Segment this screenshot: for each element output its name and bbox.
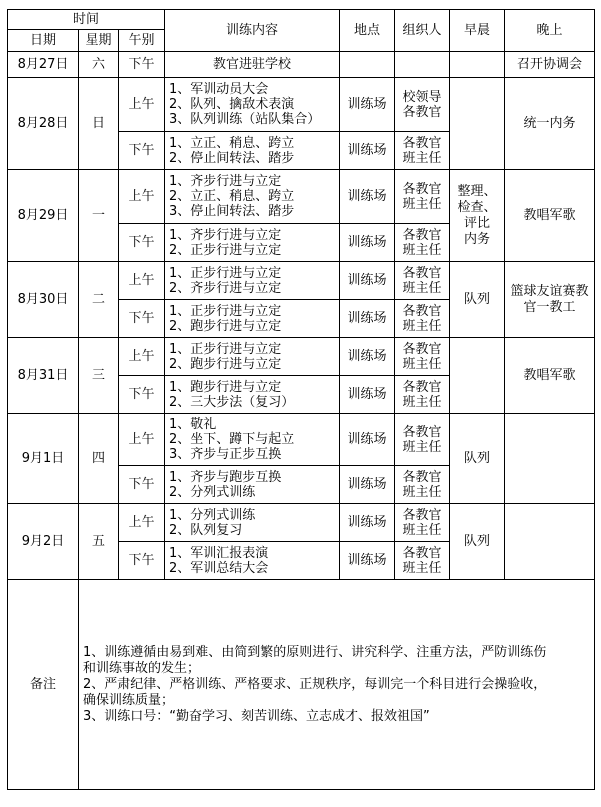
organizer-line: 各教官: [402, 104, 442, 120]
notes-line: 2、严肃纪律、严格训练、严格要求、正规秩序，每训完一个科目进行会操验收，: [83, 676, 547, 692]
notes-line: 1、训练遵循由易到难、由简到繁的原则进行、讲究科学、注重方法，严防训练伤: [83, 644, 547, 660]
morning-cell: [450, 338, 505, 414]
notes-content: [79, 580, 595, 790]
notes-line: 和训练事故的发生；: [83, 660, 201, 676]
organizer-line: 班主任: [402, 318, 442, 334]
organizer-cell: [395, 262, 450, 300]
table-row: [8, 504, 595, 542]
morning-line: 检查、: [457, 199, 497, 215]
content-item: 1、军训汇报表演: [169, 545, 269, 561]
content-cell: [165, 542, 340, 580]
morning-line: 评比: [464, 215, 491, 231]
period-cell: 上午: [119, 504, 165, 542]
header-content: 训练内容: [165, 10, 340, 52]
content-item: 1、齐步与跑步互换: [169, 469, 282, 485]
date-cell: 8月28日: [8, 78, 79, 170]
organizer-line: 班主任: [402, 522, 442, 538]
evening-cell: [505, 262, 595, 338]
location-cell: [340, 52, 395, 78]
date-cell: 8月29日: [8, 170, 79, 262]
content-item: 2、停止间转法、踏步: [169, 150, 295, 166]
location-cell: 训练场: [340, 262, 395, 300]
organizer-cell: [395, 170, 450, 224]
morning-cell: [450, 170, 505, 262]
organizer-line: 校领导: [402, 89, 442, 105]
location-cell: 训练场: [340, 542, 395, 580]
morning-cell: [450, 78, 505, 170]
organizer-line: 班主任: [402, 280, 442, 296]
table-row: [8, 170, 595, 224]
organizer-line: 各教官: [402, 379, 442, 395]
organizer-line: 各教官: [402, 545, 442, 561]
table-row: [8, 52, 595, 78]
header-evening: 晚上: [505, 10, 595, 52]
morning-cell: [450, 52, 505, 78]
organizer-line: 各教官: [402, 135, 442, 151]
period-cell: 上午: [119, 338, 165, 376]
organizer-cell: [395, 224, 450, 262]
content-cell: [165, 224, 340, 262]
content-cell: [165, 376, 340, 414]
notes-line: 确保训练质量；: [83, 692, 175, 708]
period-cell: 下午: [119, 52, 165, 78]
period-cell: 上午: [119, 414, 165, 466]
content-cell: [165, 466, 340, 504]
content-item: 2、军训总结大会: [169, 560, 269, 576]
content-item: 2、齐步行进与立定: [169, 280, 282, 296]
morning-cell: 队列: [450, 414, 505, 504]
content-cell: 教官进驻学校: [165, 52, 340, 78]
organizer-line: 各教官: [402, 469, 442, 485]
location-cell: 训练场: [340, 300, 395, 338]
content-item: 3、队列训练（站队集合）: [169, 112, 321, 127]
content-item: 2、队列复习: [169, 522, 243, 538]
evening-cell: [505, 414, 595, 504]
organizer-line: 班主任: [402, 560, 442, 576]
period-cell: 上午: [119, 78, 165, 132]
organizer-line: 各教官: [402, 265, 442, 281]
date-cell: 8月27日: [8, 52, 79, 78]
organizer-cell: [395, 376, 450, 414]
content-item: 3、齐步与正步互换: [169, 447, 282, 462]
location-cell: 训练场: [340, 132, 395, 170]
organizer-line: 班主任: [402, 356, 442, 372]
content-cell: [165, 132, 340, 170]
content-item: 1、立正、稍息、跨立: [169, 135, 295, 151]
content-cell: [165, 78, 340, 132]
header-morning: 早晨: [450, 10, 505, 52]
content-item: 2、队列、擒敌术表演: [169, 97, 295, 112]
weekday-cell: 二: [79, 262, 119, 338]
organizer-cell: [395, 466, 450, 504]
content-item: 2、三大步法（复习）: [169, 394, 295, 410]
organizer-line: 各教官: [402, 341, 442, 357]
weekday-cell: 日: [79, 78, 119, 170]
organizer-cell: [395, 52, 450, 78]
weekday-cell: 一: [79, 170, 119, 262]
weekday-cell: 三: [79, 338, 119, 414]
location-cell: 训练场: [340, 170, 395, 224]
morning-line: 整理、: [457, 183, 497, 199]
organizer-line: 各教官: [402, 303, 442, 319]
header-organizer: 组织人: [395, 10, 450, 52]
content-item: 2、坐下、蹲下与起立: [169, 432, 295, 447]
content-item: 1、跑步行进与立定: [169, 379, 282, 395]
header-row-1: [8, 10, 595, 30]
header-weekday: 星期: [79, 30, 119, 52]
content-cell: [165, 170, 340, 224]
organizer-cell: [395, 414, 450, 466]
table-row: [8, 262, 595, 300]
content-cell: [165, 414, 340, 466]
content-item: 2、跑步行进与立定: [169, 356, 282, 372]
location-cell: 训练场: [340, 78, 395, 132]
organizer-line: 班主任: [402, 394, 442, 410]
location-cell: 训练场: [340, 376, 395, 414]
content-item: 1、敬礼: [169, 417, 217, 432]
content-item: 1、齐步行进与立定: [169, 227, 282, 243]
organizer-cell: [395, 132, 450, 170]
location-cell: 训练场: [340, 224, 395, 262]
evening-cell: 统一内务: [505, 78, 595, 170]
evening-line: 官一教工: [523, 299, 576, 315]
header-location: 地点: [340, 10, 395, 52]
organizer-line: 班主任: [402, 150, 442, 166]
period-cell: 下午: [119, 132, 165, 170]
evening-cell: 教唱军歌: [505, 338, 595, 414]
period-cell: 下午: [119, 542, 165, 580]
notes-line: 3、训练口号：“勤奋学习、刻苦训练、立志成才、报效祖国”: [83, 708, 430, 724]
date-cell: 9月1日: [8, 414, 79, 504]
location-cell: 训练场: [340, 414, 395, 466]
date-cell: 8月30日: [8, 262, 79, 338]
morning-cell: 队列: [450, 504, 505, 580]
evening-cell: 教唱军歌: [505, 170, 595, 262]
organizer-cell: [395, 300, 450, 338]
training-schedule-table: [7, 9, 595, 790]
organizer-cell: [395, 78, 450, 132]
location-cell: 训练场: [340, 338, 395, 376]
content-item: 3、停止间转法、踏步: [169, 204, 295, 219]
header-period: 午别: [119, 30, 165, 52]
period-cell: 下午: [119, 224, 165, 262]
content-item: 2、跑步行进与立定: [169, 318, 282, 334]
table-row: [8, 414, 595, 466]
header-time: 时间: [8, 10, 165, 30]
organizer-line: 各教官: [402, 507, 442, 523]
notes-row: [8, 580, 595, 790]
organizer-cell: [395, 542, 450, 580]
table-row: [8, 78, 595, 132]
period-cell: 下午: [119, 466, 165, 504]
organizer-line: 班主任: [402, 484, 442, 500]
period-cell: 上午: [119, 262, 165, 300]
period-cell: 上午: [119, 170, 165, 224]
date-cell: 9月2日: [8, 504, 79, 580]
content-item: 1、军训动员大会: [169, 82, 269, 97]
location-cell: 训练场: [340, 504, 395, 542]
period-cell: 下午: [119, 376, 165, 414]
weekday-cell: 五: [79, 504, 119, 580]
organizer-line: 班主任: [402, 242, 442, 258]
location-cell: 训练场: [340, 466, 395, 504]
content-cell: [165, 338, 340, 376]
organizer-line: 各教官: [402, 181, 442, 197]
weekday-cell: 四: [79, 414, 119, 504]
organizer-line: 班主任: [402, 439, 442, 455]
weekday-cell: 六: [79, 52, 119, 78]
evening-cell: 召开协调会: [505, 52, 595, 78]
content-cell: [165, 300, 340, 338]
content-item: 2、正步行进与立定: [169, 242, 282, 258]
organizer-line: 各教官: [402, 424, 442, 440]
table-row: [8, 338, 595, 376]
content-item: 2、分列式训练: [169, 484, 256, 500]
content-item: 1、正步行进与立定: [169, 341, 282, 357]
header-date: 日期: [8, 30, 79, 52]
period-cell: 下午: [119, 300, 165, 338]
notes-label: 备注: [8, 580, 79, 790]
date-cell: 8月31日: [8, 338, 79, 414]
content-cell: [165, 262, 340, 300]
content-item: 1、分列式训练: [169, 507, 256, 523]
evening-cell: [505, 504, 595, 580]
morning-line: 内务: [464, 231, 491, 247]
morning-cell: 队列: [450, 262, 505, 338]
content-item: 1、齐步行进与立定: [169, 174, 282, 189]
content-item: 2、立正、稍息、跨立: [169, 189, 295, 204]
content-item: 1、正步行进与立定: [169, 265, 282, 281]
organizer-line: 各教官: [402, 227, 442, 243]
organizer-cell: [395, 504, 450, 542]
content-cell: [165, 504, 340, 542]
organizer-line: 班主任: [402, 196, 442, 212]
content-item: 1、正步行进与立定: [169, 303, 282, 319]
organizer-cell: [395, 338, 450, 376]
evening-line: 篮球友谊赛教: [510, 283, 589, 299]
